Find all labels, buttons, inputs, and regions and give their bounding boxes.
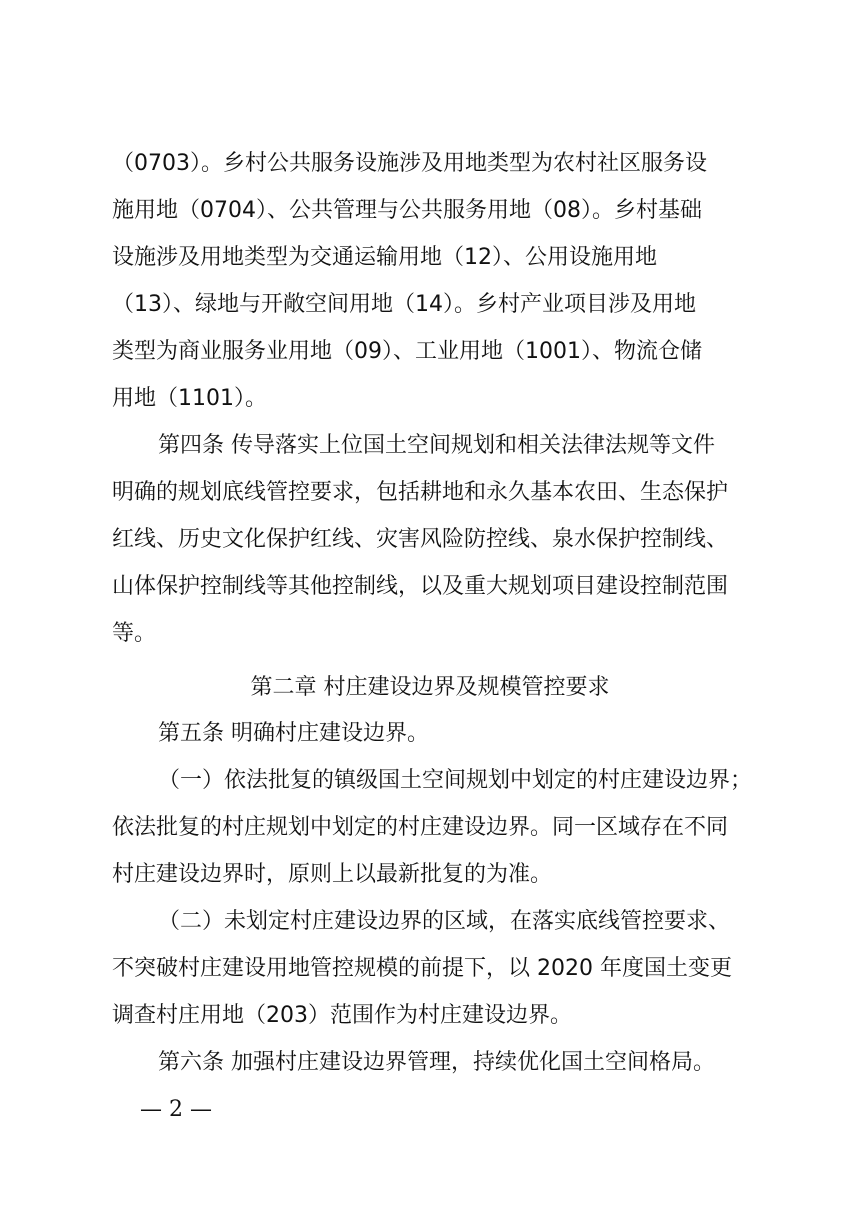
chapter-title: 第二章 村庄建设边界及规模管控要求 — [250, 675, 610, 700]
article-5-item-1-line: 村庄建设边界时，原则上以最新批复的为准。 — [112, 862, 553, 887]
article-5-item-1-line: 依法批复的村庄规划中划定的村庄建设边界。同一区域存在不同 — [112, 815, 729, 840]
article-4-line: 第四条 传导落实上位国土空间规划和相关法律法规等文件 — [158, 433, 715, 458]
paragraph-line: 设施涉及用地类型为交通运输用地（12）、公用设施用地 — [112, 245, 657, 270]
article-5-heading: 第五条 明确村庄建设边界。 — [158, 721, 429, 746]
paragraph-line: （13）、绿地与开敞空间用地（14）。乡村产业项目涉及用地 — [112, 292, 696, 317]
article-4-line: 明确的规划底线管控要求，包括耕地和永久基本农田、生态保护 — [112, 480, 729, 505]
article-6-heading: 第六条 加强村庄建设边界管理，持续优化国土空间格局。 — [158, 1050, 715, 1075]
paragraph-line: 施用地（0704）、公共管理与公共服务用地（08）。乡村基础 — [112, 198, 702, 223]
paragraph-line: 用地（1101）。 — [112, 386, 267, 411]
paragraph-line: （0703）。乡村公共服务设施涉及用地类型为农村社区服务设 — [112, 151, 707, 176]
article-5-item-1-line: （一）依法批复的镇级国土空间规划中划定的村庄建设边界； — [158, 768, 753, 793]
article-4-line: 红线、历史文化保护红线、灾害风险防控线、泉水保护控制线、 — [112, 527, 729, 552]
paragraph-line: 类型为商业服务业用地（09）、工业用地（1001）、物流仓储 — [112, 339, 702, 364]
article-4-line: 等。 — [112, 621, 157, 646]
page-number: — 2 — — [140, 1097, 212, 1122]
article-4-line: 山体保护控制线等其他控制线，以及重大规划项目建设控制范围 — [112, 574, 729, 599]
article-5-item-2-line: 调查村庄用地（203）范围作为村庄建设边界。 — [112, 1003, 572, 1028]
article-5-item-2-line: （二）未划定村庄建设边界的区域，在落实底线管控要求、 — [158, 909, 731, 934]
article-5-item-2-line: 不突破村庄建设用地管控规模的前提下，以 2020 年度国土变更 — [112, 956, 732, 981]
